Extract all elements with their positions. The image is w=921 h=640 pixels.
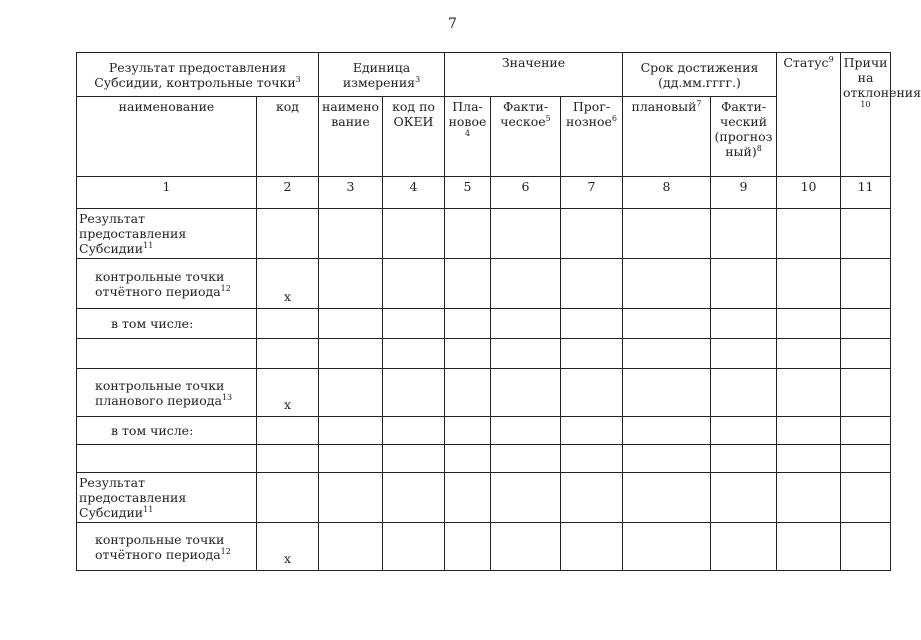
row-label [77, 339, 257, 369]
cell [841, 417, 891, 445]
cell [777, 339, 841, 369]
cell [841, 369, 891, 417]
cell [319, 523, 383, 571]
row-label: контрольные точки планового периода$^{13}$ [77, 369, 257, 417]
cell [711, 309, 777, 339]
table-row [77, 209, 891, 259]
cell [445, 473, 491, 523]
header-actual-date: Факти- ческий (прогноз ный)$^8$ [711, 97, 777, 177]
cell [623, 369, 711, 417]
row-code [257, 309, 319, 339]
cell [841, 259, 891, 309]
cell [561, 445, 623, 473]
column-number: 5 [445, 177, 491, 209]
header-row-columns [77, 97, 891, 177]
row-code [257, 445, 319, 473]
cell [711, 473, 777, 523]
cell [561, 339, 623, 369]
cell [777, 417, 841, 445]
column-number: 9 [711, 177, 777, 209]
header-planned: Пла- новое 4 [445, 97, 491, 177]
cell [561, 523, 623, 571]
cell [445, 369, 491, 417]
cell [711, 417, 777, 445]
cell [319, 339, 383, 369]
cell [623, 417, 711, 445]
cell [841, 473, 891, 523]
page-number: 7 [448, 16, 457, 32]
row-label: в том числе: [77, 309, 257, 339]
cell [383, 259, 445, 309]
cell [623, 473, 711, 523]
cell [445, 259, 491, 309]
cell [383, 445, 445, 473]
cell [841, 309, 891, 339]
cell [445, 339, 491, 369]
column-numbers-row [77, 177, 891, 209]
subsidy-results-table [76, 52, 921, 571]
row-code: x [257, 523, 319, 571]
cell [445, 417, 491, 445]
cell [711, 209, 777, 259]
cell [841, 339, 891, 369]
row-label: в том числе: [77, 417, 257, 445]
cell [623, 445, 711, 473]
cell [383, 369, 445, 417]
column-number: 8 [623, 177, 711, 209]
header-actual: Факти- ческое$^5$ [491, 97, 561, 177]
cell [383, 417, 445, 445]
cell [445, 523, 491, 571]
row-code [257, 339, 319, 369]
column-number: 3 [319, 177, 383, 209]
cell [319, 369, 383, 417]
header-reasons: Причи на отклонения 10 [841, 53, 891, 177]
row-code: x [257, 369, 319, 417]
column-number: 2 [257, 177, 319, 209]
row-label: контрольные точки отчётного периода$^{12}$ [77, 259, 257, 309]
cell [623, 339, 711, 369]
cell [383, 339, 445, 369]
table-row [77, 259, 891, 309]
cell [777, 445, 841, 473]
cell [491, 259, 561, 309]
cell [561, 209, 623, 259]
cell [319, 209, 383, 259]
row-code [257, 417, 319, 445]
cell [561, 417, 623, 445]
cell [445, 309, 491, 339]
header-status: Статус$^9$ [777, 53, 841, 177]
cell [777, 309, 841, 339]
cell [491, 523, 561, 571]
header-unit-name: наимено вание [319, 97, 383, 177]
table-row [77, 445, 891, 473]
column-number: 10 [777, 177, 841, 209]
cell [445, 209, 491, 259]
cell [623, 209, 711, 259]
cell [491, 309, 561, 339]
cell [491, 473, 561, 523]
cell [841, 445, 891, 473]
cell [711, 445, 777, 473]
cell [841, 523, 891, 571]
cell [491, 339, 561, 369]
cell [623, 309, 711, 339]
cell [623, 259, 711, 309]
table-row [77, 369, 891, 417]
cell [623, 523, 711, 571]
header-planned-date: плановый$^7$ [623, 97, 711, 177]
cell [383, 309, 445, 339]
cell [561, 309, 623, 339]
cell [777, 369, 841, 417]
cell [319, 473, 383, 523]
header-result-group: Результат предоставления Субсидии, контрольные точки$^3$ [77, 53, 319, 97]
table-row [77, 473, 891, 523]
column-number: 11 [841, 177, 891, 209]
cell [777, 259, 841, 309]
table-row [77, 339, 891, 369]
cell [711, 339, 777, 369]
header-forecast: Прог- нозное$^6$ [561, 97, 623, 177]
header-unit-group: Единица измерения$^3$ [319, 53, 445, 97]
cell [491, 369, 561, 417]
cell [491, 417, 561, 445]
cell [383, 473, 445, 523]
cell [561, 369, 623, 417]
row-label [77, 445, 257, 473]
row-label: Результат предоставления Субсидии$^{11}$ [77, 473, 257, 523]
cell [561, 473, 623, 523]
cell [711, 259, 777, 309]
cell [383, 209, 445, 259]
row-code [257, 209, 319, 259]
row-code: x [257, 259, 319, 309]
header-name: наименование [77, 97, 257, 177]
cell [319, 259, 383, 309]
cell [841, 209, 891, 259]
table-row [77, 309, 891, 339]
cell [319, 417, 383, 445]
header-okei: код по ОКЕИ [383, 97, 445, 177]
column-number: 7 [561, 177, 623, 209]
header-value-group: Значение [445, 53, 623, 97]
column-number: 1 [77, 177, 257, 209]
cell [711, 523, 777, 571]
cell [777, 473, 841, 523]
cell [445, 445, 491, 473]
cell [491, 209, 561, 259]
cell [711, 369, 777, 417]
header-code: код [257, 97, 319, 177]
cell [561, 259, 623, 309]
table-row [77, 417, 891, 445]
column-number: 4 [383, 177, 445, 209]
cell [319, 309, 383, 339]
row-label: Результат предоставления Субсидии$^{11}$ [77, 209, 257, 259]
cell [777, 523, 841, 571]
cell [319, 445, 383, 473]
cell [777, 209, 841, 259]
header-deadline-group: Срок достижения (дд.мм.гггг.) [623, 53, 777, 97]
row-label: контрольные точки отчётного периода$^{12}$ [77, 523, 257, 571]
row-code [257, 473, 319, 523]
header-row-groups [77, 53, 891, 97]
cell [383, 523, 445, 571]
column-number: 6 [491, 177, 561, 209]
cell [491, 445, 561, 473]
table-row [77, 523, 891, 571]
